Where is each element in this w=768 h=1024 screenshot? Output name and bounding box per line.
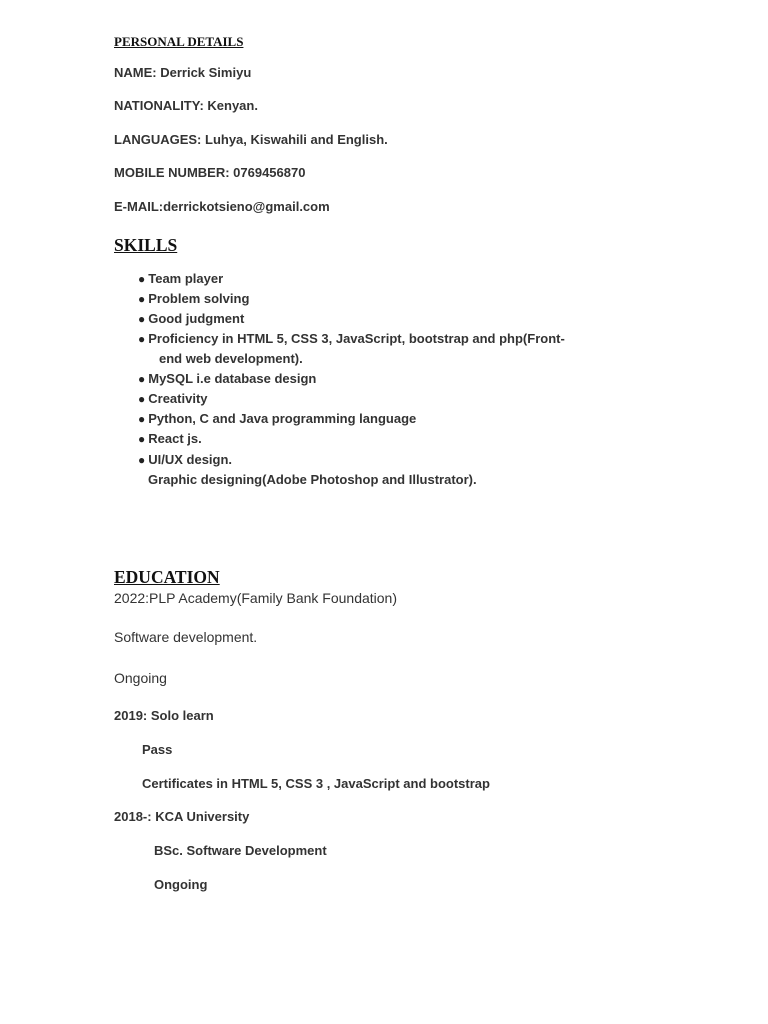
skill-text: Problem solving	[148, 291, 250, 306]
bullet-icon: ●	[138, 372, 146, 386]
skill-text: UI/UX design.	[148, 452, 233, 467]
skill-text: MySQL i.e database design	[148, 371, 317, 386]
skill-text: Team player	[148, 271, 224, 286]
bullet-icon: ●	[138, 312, 146, 326]
skill-item	[138, 411, 416, 426]
bullet-icon: ●	[138, 292, 146, 306]
skill-item	[138, 371, 316, 386]
skill-text: Python, C and Java programming language	[148, 411, 417, 426]
skill-text: Proficiency in HTML 5, CSS 3, JavaScript, bootstrap and php(Front-	[148, 331, 565, 346]
bullet-icon: ●	[138, 432, 146, 446]
education-heading: EDUCATION	[114, 567, 220, 587]
skill-extra: Graphic designing(Adobe Photoshop and Illustrator).	[148, 472, 477, 487]
languages-line: LANGUAGES: Luhya, Kiswahili and English.	[114, 132, 388, 147]
plp-academy-title: 2022:PLP Academy(Family Bank Foundation)	[114, 590, 398, 606]
bullet-icon: ●	[138, 412, 146, 426]
email-line: E-MAIL:derrickotsieno@gmail.com	[114, 199, 330, 214]
skill-text: Good judgment	[148, 311, 245, 326]
bullet-icon: ●	[138, 332, 146, 346]
bullet-icon: ●	[138, 392, 146, 406]
skill-item	[138, 331, 565, 346]
sololearn-title: 2019: Solo learn	[114, 708, 214, 723]
skill-item	[138, 291, 249, 306]
skill-item	[138, 452, 232, 467]
personal-details-heading: PERSONAL DETAILS	[114, 34, 244, 49]
skill-item	[138, 431, 202, 446]
bullet-icon: ●	[138, 453, 146, 467]
mobile-line: MOBILE NUMBER: 0769456870	[114, 165, 306, 180]
sololearn-detail: Certificates in HTML 5, CSS 3 , JavaScript and bootstrap	[142, 776, 490, 791]
skill-item	[138, 391, 208, 406]
plp-academy-status: Ongoing	[114, 670, 167, 686]
kca-course: BSc. Software Development	[154, 843, 327, 858]
plp-academy-course: Software development.	[114, 629, 258, 645]
skill-item	[138, 271, 223, 286]
sololearn-status: Pass	[142, 742, 173, 757]
skill-text: React js.	[148, 431, 202, 446]
skill-text: Creativity	[148, 391, 208, 406]
skill-item	[138, 311, 244, 326]
skill-continuation: end web development).	[159, 351, 303, 366]
skills-heading: SKILLS	[114, 235, 178, 255]
kca-status: Ongoing	[154, 877, 208, 892]
nationality-line: NATIONALITY: Kenyan.	[114, 98, 258, 113]
bullet-icon: ●	[138, 272, 146, 286]
name-line: NAME: Derrick Simiyu	[114, 65, 252, 80]
kca-title: 2018-: KCA University	[114, 809, 250, 824]
